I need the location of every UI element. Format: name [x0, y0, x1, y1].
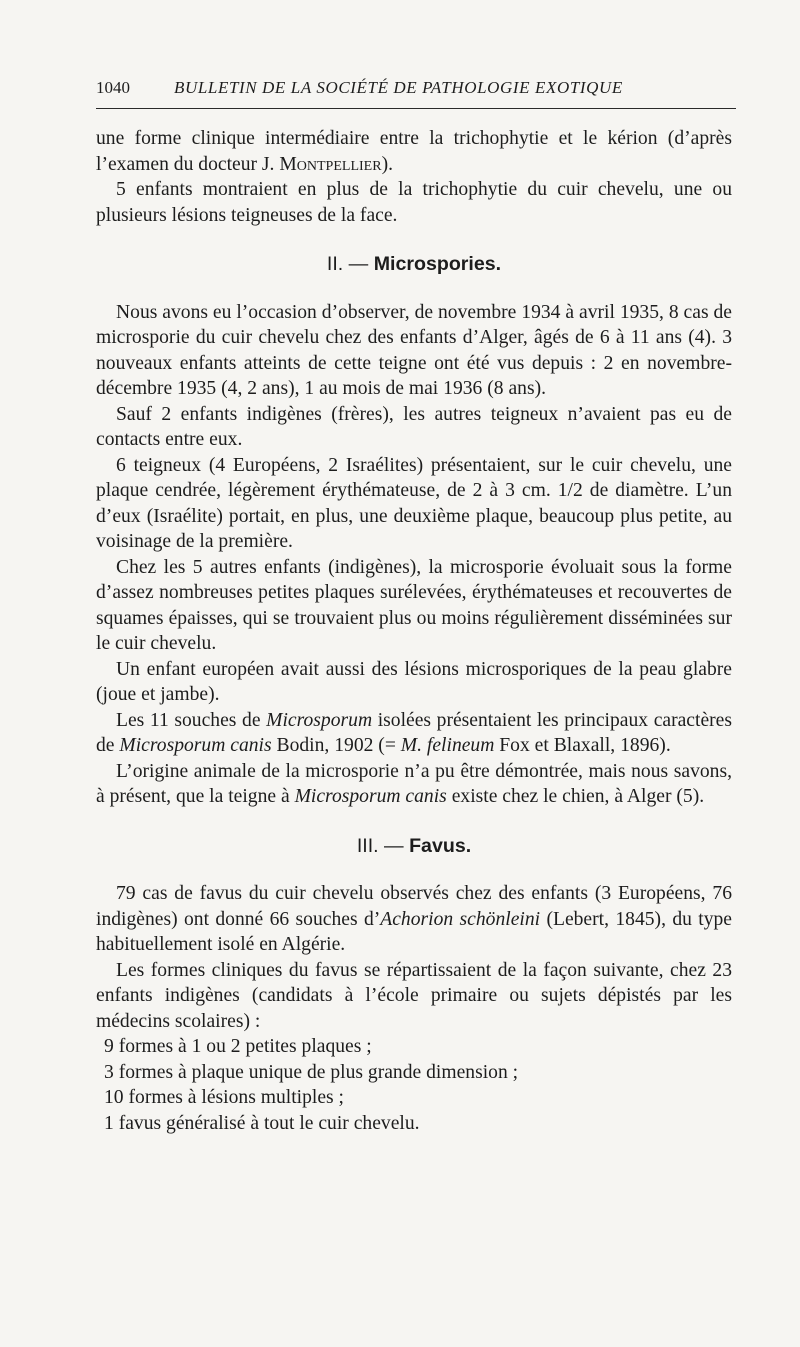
paragraph: Nous avons eu l’occasion d’observer, de novembre 1934 à avril 1935, 8 cas de microsporie du cuir chevelu chez des enfants d’Alger, âgés de 6 à 11 ans (4). 3 nouveaux enfants atteints de cette teigne ont été vus depuis : 2 en novembre-décembre 1935 (4, 2 ans), 1 au mois de mai 1936 (8 ans).	[96, 301, 732, 399]
text-run: ).	[381, 153, 393, 175]
paragraph: Sauf 2 enfants indigènes (frères), les autres teigneux n’avaient pas eu de contacts entre eux.	[96, 403, 732, 450]
text-run: Bodin, 1902 (=	[271, 735, 401, 756]
page-number: 1040	[96, 78, 130, 97]
paragraph	[96, 881, 732, 958]
text-run: L’origine animale de la microsporie n’a pu être démontrée, mais nous savons, à présent, que la teigne à	[96, 760, 732, 807]
text-run: existe chez le chien, à Alger (5).	[446, 786, 705, 807]
running-header	[96, 78, 736, 109]
text-run: une forme clinique intermédiaire entre la trichophytie et le kérion (d’après l’examen du docteur J.	[96, 128, 732, 175]
paragraph: Un enfant européen avait aussi des lésions microsporiques de la peau glabre (joue et jambe).	[96, 658, 732, 705]
taxon-name: Microsporum	[266, 709, 373, 731]
paragraph: Les formes cliniques du favus se répartissaient de la façon suivante, chez 23 enfants indigènes (candidats à l’école primaire ou sujets dépistés par les médecins scolaires) :	[96, 959, 732, 1032]
taxon-name: M. felineum	[400, 735, 495, 756]
paragraph: 6 teigneux (4 Européens, 2 Israélites) présentaient, sur le cuir chevelu, une plaque cendrée, légèrement érythémateuse, de 2 à 3 cm. 1/2 de diamètre. L’un d’eux (Israélite) portait, en plus, une deuxième plaque, beaucoup plus petite, au voisinage de la première.	[96, 454, 732, 552]
list-item: 9 formes à 1 ou 2 petites plaques ;	[104, 1036, 372, 1057]
author-name: Montpellier	[279, 153, 382, 175]
list-item: 1 favus généralisé à tout le cuir chevelu.	[104, 1112, 420, 1134]
text-run: 79 cas de favus du cuir chevelu observés chez des enfants (3 Européens, 76 indigènes) ont donné 66 souches d’	[96, 883, 732, 930]
paragraph	[96, 126, 732, 177]
paragraph	[96, 759, 732, 810]
text-run: Fox et Blaxall, 1896).	[494, 735, 671, 756]
section-number: II. —	[326, 253, 374, 275]
paragraph: Chez les 5 autres enfants (indigènes), la microsporie évoluait sous la forme d’assez nombreuses petites plaques surélevées, érythémateuses et recouvertes de squames épaisses, qui se trouvaient plus ou moins régulièrement disséminées sur le cuir chevelu.	[96, 556, 732, 654]
paragraph	[96, 708, 732, 759]
list-item: 10 formes à lésions multiples ;	[104, 1087, 344, 1108]
taxon-name: Achorion schönleini	[380, 908, 541, 930]
section-number: III. —	[356, 834, 410, 857]
section-heading	[96, 252, 732, 278]
taxon-name: Microsporum canis	[294, 786, 447, 807]
section-heading	[96, 834, 732, 860]
paragraph: 5 enfants montraient en plus de la trichophytie du cuir chevelu, une ou plusieurs lésions teigneuses de la face.	[96, 179, 732, 226]
text-run: Les 11 souches de	[116, 709, 267, 731]
list-item: 3 formes à plaque unique de plus grande dimension ;	[104, 1061, 519, 1083]
section-title: Microspories.	[373, 253, 502, 275]
taxon-name: Microsporum canis	[119, 735, 272, 756]
article-body	[96, 126, 732, 1136]
journal-title: BULLETIN DE LA SOCIÉTÉ DE PATHOLOGIE EXOTIQUE	[174, 78, 623, 97]
text-run: (Lebert, 1845), du type habituellement isolé en Algérie.	[96, 908, 733, 955]
text-run: isolées présentaient les principaux caractères de	[96, 709, 732, 756]
section-title: Favus.	[409, 834, 472, 857]
